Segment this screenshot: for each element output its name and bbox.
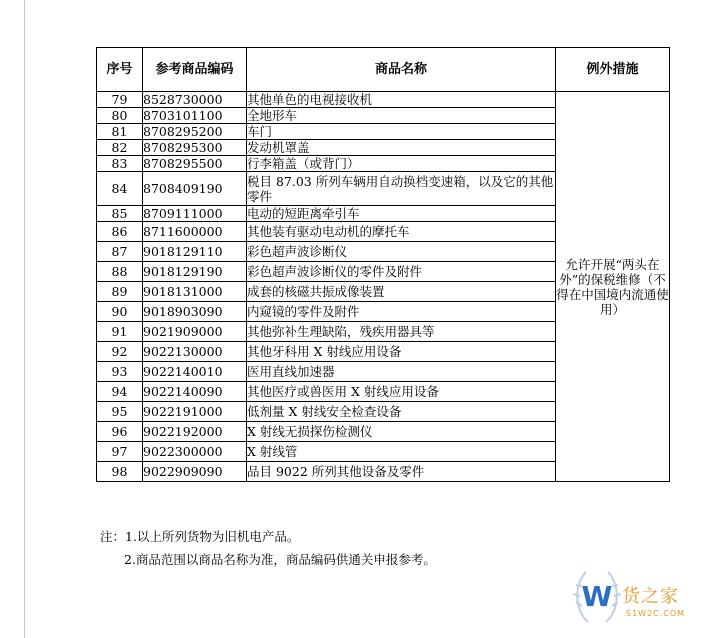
row-name: 车门 bbox=[247, 124, 556, 140]
row-code: 8703101100 bbox=[143, 108, 247, 124]
row-name: 税目 87.03 所列车辆用自动换档变速箱，以及它的其他零件 bbox=[247, 172, 556, 206]
row-code: 9018129190 bbox=[143, 262, 247, 282]
row-code: 8708295300 bbox=[143, 140, 247, 156]
row-number: 88 bbox=[97, 262, 143, 282]
row-code: 9022300000 bbox=[143, 442, 247, 462]
row-name: 发动机罩盖 bbox=[247, 140, 556, 156]
row-code: 9021909000 bbox=[143, 322, 247, 342]
note-1: 注：1.以上所列货物为旧机电产品。 bbox=[100, 529, 300, 544]
svg-text:W: W bbox=[581, 580, 613, 613]
row-number: 87 bbox=[97, 242, 143, 262]
table-row bbox=[97, 92, 670, 108]
page-edge-line bbox=[24, 0, 25, 638]
row-number: 89 bbox=[97, 282, 143, 302]
row-name: 全地形车 bbox=[247, 108, 556, 124]
row-number: 82 bbox=[97, 140, 143, 156]
row-code: 8708295200 bbox=[143, 124, 247, 140]
row-number: 97 bbox=[97, 442, 143, 462]
row-name: 其他单色的电视接收机 bbox=[247, 92, 556, 108]
row-number: 92 bbox=[97, 342, 143, 362]
note-2: 2.商品范围以商品名称为准，商品编码供通关申报参考。 bbox=[124, 552, 436, 567]
row-code: 9022909090 bbox=[143, 462, 247, 482]
row-name: 其他医疗或兽医用 X 射线应用设备 bbox=[247, 382, 556, 402]
row-name: 内窥镜的零件及附件 bbox=[247, 302, 556, 322]
row-code: 8709111000 bbox=[143, 206, 247, 222]
row-code: 9022140090 bbox=[143, 382, 247, 402]
row-name: 行李箱盖（或背门） bbox=[247, 156, 556, 172]
header-exception: 例外措施 bbox=[556, 48, 670, 92]
row-name: 其他牙科用 X 射线应用设备 bbox=[247, 342, 556, 362]
row-name: X 射线管 bbox=[247, 442, 556, 462]
row-code: 9022130000 bbox=[143, 342, 247, 362]
row-name: 成套的核磁共振成像装置 bbox=[247, 282, 556, 302]
row-code: 8708409190 bbox=[143, 172, 247, 206]
row-number: 86 bbox=[97, 222, 143, 242]
row-number: 96 bbox=[97, 422, 143, 442]
row-name: 其他弥补生理缺陷，残疾用器具等 bbox=[247, 322, 556, 342]
row-code: 8711600000 bbox=[143, 222, 247, 242]
row-name: 医用直线加速器 bbox=[247, 362, 556, 382]
row-number: 98 bbox=[97, 462, 143, 482]
row-number: 79 bbox=[97, 92, 143, 108]
exception-measure: 允许开展“两头在外”的保税维修（不得在中国境内流通使用） bbox=[556, 92, 670, 482]
row-code: 9022140010 bbox=[143, 362, 247, 382]
table-header-row bbox=[97, 48, 670, 92]
row-name: 低剂量 X 射线安全检查设备 bbox=[247, 402, 556, 422]
goods-table bbox=[96, 47, 670, 482]
watermark-subtext: S1W2C.COM bbox=[626, 609, 686, 618]
row-code: 9018131000 bbox=[143, 282, 247, 302]
row-code: 9018903090 bbox=[143, 302, 247, 322]
row-number: 80 bbox=[97, 108, 143, 124]
row-name: 品目 9022 所列其他设备及零件 bbox=[247, 462, 556, 482]
row-number: 95 bbox=[97, 402, 143, 422]
row-code: 9022191000 bbox=[143, 402, 247, 422]
notes bbox=[100, 525, 436, 571]
row-code: 9018129110 bbox=[143, 242, 247, 262]
row-number: 90 bbox=[97, 302, 143, 322]
row-name: 彩色超声波诊断仪 bbox=[247, 242, 556, 262]
row-name: 其他装有驱动电动机的摩托车 bbox=[247, 222, 556, 242]
row-number: 85 bbox=[97, 206, 143, 222]
header-name: 商品名称 bbox=[247, 48, 556, 92]
row-name: 电动的短距离牵引车 bbox=[247, 206, 556, 222]
row-number: 83 bbox=[97, 156, 143, 172]
row-number: 84 bbox=[97, 172, 143, 206]
row-number: 81 bbox=[97, 124, 143, 140]
row-number: 93 bbox=[97, 362, 143, 382]
row-number: 94 bbox=[97, 382, 143, 402]
header-no: 序号 bbox=[97, 48, 143, 92]
row-code: 9022192000 bbox=[143, 422, 247, 442]
row-number: 91 bbox=[97, 322, 143, 342]
watermark-text: 货之家 bbox=[622, 586, 679, 607]
table-body bbox=[97, 92, 670, 482]
row-name: 彩色超声波诊断仪的零件及附件 bbox=[247, 262, 556, 282]
header-code: 参考商品编码 bbox=[143, 48, 247, 92]
row-code: 8708295500 bbox=[143, 156, 247, 172]
row-name: X 射线无损探伤检测仪 bbox=[247, 422, 556, 442]
row-code: 8528730000 bbox=[143, 92, 247, 108]
